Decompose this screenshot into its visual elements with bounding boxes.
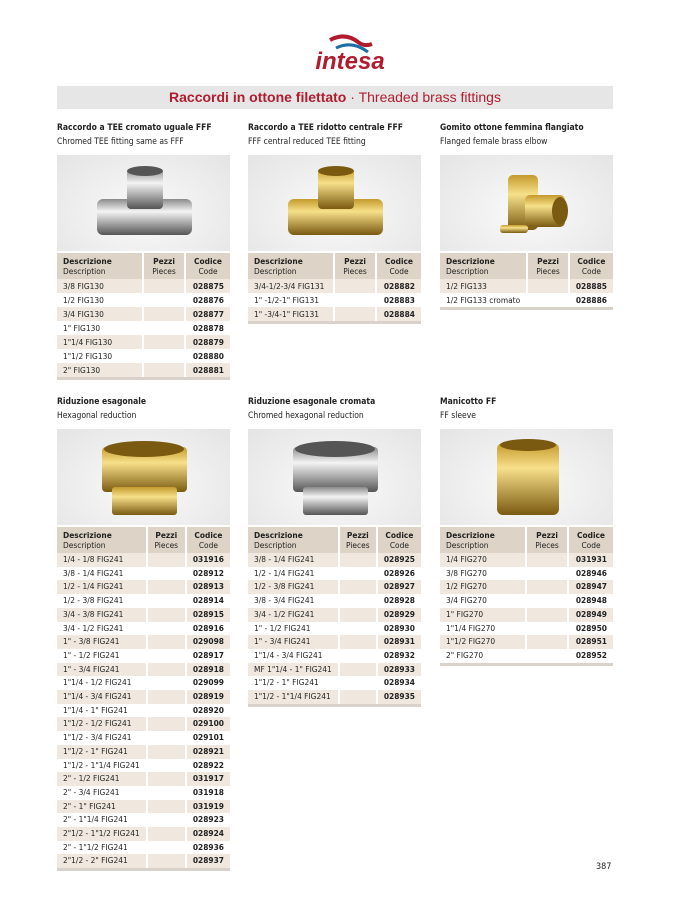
- row-description: 1/2 FIG133: [440, 279, 527, 293]
- table-row: [57, 663, 230, 677]
- row-description: 1/4 - 1/8 FIG241: [57, 553, 147, 567]
- row-code: 028934: [383, 677, 415, 688]
- table-row: [248, 293, 421, 307]
- row-description: 2" - 1"1/4 FIG241: [57, 813, 147, 827]
- row-code: 029099: [192, 677, 224, 688]
- row-description: 3/8 - 1/4 FIG241: [248, 553, 339, 567]
- product-section: [248, 396, 421, 707]
- row-description: 3/4 - 1/2 FIG241: [57, 622, 147, 636]
- row-code: 028923: [192, 814, 224, 825]
- table-row: [57, 594, 230, 608]
- row-pieces: [147, 690, 186, 704]
- row-code: 028880: [192, 351, 224, 361]
- row-pieces: [143, 363, 185, 379]
- header-description: Descrizione Description: [248, 253, 334, 279]
- row-description: 2" FIG130: [57, 363, 143, 379]
- row-pieces: [334, 279, 376, 293]
- header-pieces: Pezzi Pieces: [147, 527, 186, 553]
- table-row: [57, 841, 230, 855]
- row-description: 1"1/4 - 1/2 FIG241: [57, 676, 147, 690]
- row-pieces: [339, 663, 377, 677]
- product-image: [248, 155, 421, 251]
- row-code: 028949: [568, 608, 613, 622]
- row-description: 1" FIG270: [440, 608, 526, 622]
- table-row: [248, 307, 421, 323]
- row-pieces: [339, 567, 377, 581]
- row-code: 028877: [185, 307, 230, 321]
- product-title-it: Riduzione esagonale cromata: [248, 397, 376, 407]
- row-code: 031916: [186, 553, 230, 567]
- row-code: 028876: [192, 295, 224, 305]
- row-description: 2" - 1"1/2 FIG241: [57, 841, 147, 855]
- header-code: Codice Code: [377, 527, 421, 553]
- row-pieces: [334, 307, 376, 323]
- table-row: [57, 717, 230, 731]
- table-header: [248, 253, 421, 279]
- table-header: [248, 527, 421, 553]
- row-description: 1"1/2 - 1"1/4 FIG241: [248, 690, 339, 705]
- row-pieces: [147, 594, 186, 608]
- row-description: 3/4 - 3/8 FIG241: [57, 608, 147, 622]
- product-image: [440, 429, 613, 525]
- header-pieces: Pezzi Pieces: [339, 527, 377, 553]
- row-pieces: [147, 731, 186, 745]
- product-section: [57, 122, 230, 380]
- row-pieces: [147, 622, 186, 636]
- row-pieces: [339, 622, 377, 636]
- table-row: [57, 731, 230, 745]
- row-description: 2"1/2 - 2" FIG241: [57, 854, 147, 869]
- table-row: [440, 580, 613, 594]
- header-description: Descrizione Description: [57, 527, 147, 553]
- logo-text: intesa: [315, 48, 385, 75]
- row-pieces: [526, 635, 568, 649]
- brass-hex-fitting-image: [57, 429, 230, 525]
- table-header: [440, 253, 613, 279]
- row-pieces: [147, 649, 186, 663]
- row-code: 028916: [192, 622, 224, 633]
- table-row: [440, 279, 613, 293]
- table-row: [248, 608, 421, 622]
- table-row: [57, 608, 230, 622]
- table-row: [248, 580, 421, 594]
- table-row: [440, 622, 613, 636]
- row-pieces: [147, 663, 186, 677]
- row-code: 028951: [568, 635, 613, 649]
- row-code: 028952: [575, 649, 607, 660]
- row-code: 031919: [186, 800, 230, 814]
- row-description: 1" - 1/2 FIG241: [57, 649, 147, 663]
- row-code: 028884: [376, 307, 421, 323]
- row-pieces: [527, 293, 569, 309]
- product-image: [57, 429, 230, 525]
- table-header: [57, 527, 230, 553]
- row-code: 029100: [186, 717, 230, 731]
- row-description: 3/8 FIG130: [57, 279, 143, 293]
- row-pieces: [147, 759, 186, 773]
- row-description: 3/4 - 1/2 FIG241: [248, 608, 339, 622]
- table-row: [57, 622, 230, 636]
- row-code: 028913: [186, 580, 230, 594]
- row-description: 1"1/4 FIG270: [440, 622, 526, 636]
- row-pieces: [334, 293, 376, 307]
- row-pieces: [147, 786, 186, 800]
- chrome-tee-fitting-image: [57, 155, 230, 251]
- product-table: [248, 527, 421, 707]
- row-pieces: [526, 594, 568, 608]
- row-pieces: [147, 580, 186, 594]
- row-code: 028922: [192, 759, 224, 770]
- row-code: 028878: [192, 323, 224, 333]
- table-row: [57, 649, 230, 663]
- table-row: [248, 594, 421, 608]
- row-pieces: [147, 827, 186, 841]
- header-pieces: Pezzi Pieces: [334, 253, 376, 279]
- product-table: [248, 253, 421, 324]
- row-description: 1"1/4 - 3/4 FIG241: [248, 649, 339, 663]
- row-code: 028926: [383, 567, 415, 578]
- banner-separator: ·: [346, 89, 359, 105]
- table-row: [57, 772, 230, 786]
- row-code: 028875: [185, 279, 230, 293]
- row-code: 028933: [377, 663, 421, 677]
- row-pieces: [143, 307, 185, 321]
- product-section: [440, 396, 613, 666]
- row-code: 028912: [192, 567, 224, 578]
- product-title-en: Flanged female brass elbow: [440, 137, 548, 147]
- table-row: [57, 786, 230, 800]
- row-pieces: [147, 800, 186, 814]
- row-description: 1/2 - 1/4 FIG241: [57, 580, 147, 594]
- row-code: 028885: [569, 279, 613, 293]
- row-description: 1"1/2 - 1/2 FIG241: [57, 717, 147, 731]
- row-pieces: [147, 772, 186, 786]
- row-description: 1"1/4 - 1" FIG241: [57, 704, 147, 718]
- product-title-en: Hexagonal reduction: [57, 411, 137, 421]
- header-description: Descrizione Description: [248, 527, 339, 553]
- product-title-it: Gomito ottone femmina flangiato: [440, 123, 584, 133]
- table-row: [57, 759, 230, 773]
- table-row: [248, 553, 421, 567]
- row-code: 028914: [192, 595, 224, 606]
- row-code: 028931: [377, 635, 421, 649]
- row-pieces: [143, 349, 185, 363]
- row-pieces: [527, 279, 569, 293]
- product-title-en: FFF central reduced TEE fitting: [248, 137, 366, 147]
- row-description: 1/2 FIG130: [57, 293, 143, 307]
- table-row: [440, 553, 613, 567]
- row-description: 3/4 FIG130: [57, 307, 143, 321]
- header-pieces: Pezzi Pieces: [143, 253, 185, 279]
- table-row: [57, 279, 230, 293]
- row-description: 1" - 3/4 FIG241: [248, 635, 339, 649]
- table-row: [248, 567, 421, 581]
- row-pieces: [339, 553, 377, 567]
- brass-tee-fitting-image: [248, 155, 421, 251]
- table-row: [440, 608, 613, 622]
- header-description: Descrizione Description: [57, 253, 143, 279]
- banner-title-en: Threaded brass fittings: [358, 89, 501, 105]
- product-section: [57, 396, 230, 871]
- row-description: 3/8 - 3/4 FIG241: [248, 594, 339, 608]
- product-title-en: FF sleeve: [440, 411, 476, 421]
- header-description: Descrizione Description: [440, 527, 526, 553]
- table-row: [57, 813, 230, 827]
- row-code: 028917: [192, 649, 224, 660]
- row-code: 028881: [185, 363, 230, 379]
- product-title-it: Manicotto FF: [440, 397, 497, 407]
- product-table: [440, 253, 613, 310]
- row-pieces: [147, 813, 186, 827]
- table-row: [57, 307, 230, 321]
- table-row: [57, 854, 230, 869]
- row-pieces: [143, 279, 185, 293]
- row-description: 1"1/2 FIG270: [440, 635, 526, 649]
- row-pieces: [339, 635, 377, 649]
- page-number: 387: [596, 862, 612, 872]
- row-code: 028932: [383, 649, 415, 660]
- row-description: 1" -1/2-1" FIG131: [248, 293, 334, 307]
- table-row: [248, 622, 421, 636]
- product-title-it: Raccordo a TEE ridotto centrale FFF: [248, 123, 403, 133]
- table-row: [57, 335, 230, 349]
- chrome-hex-fitting-image: [248, 429, 421, 525]
- row-code: 028929: [377, 608, 421, 622]
- row-description: 1" FIG130: [57, 321, 143, 335]
- table-row: [57, 580, 230, 594]
- row-code: 028936: [192, 841, 224, 852]
- row-pieces: [147, 567, 186, 581]
- row-pieces: [526, 622, 568, 636]
- row-code: 028879: [185, 335, 230, 349]
- row-description: 1"1/2 - 1"1/4 FIG241: [57, 759, 147, 773]
- table-row: [440, 293, 613, 309]
- row-pieces: [147, 676, 186, 690]
- product-title-en: Chromed hexagonal reduction: [248, 411, 364, 421]
- product-image: [57, 155, 230, 251]
- table-header: [57, 253, 230, 279]
- table-row: [57, 349, 230, 363]
- row-description: 3/4 FIG270: [440, 594, 526, 608]
- row-code: 031931: [568, 553, 613, 567]
- table-row: [57, 827, 230, 841]
- table-row: [248, 279, 421, 293]
- product-title-en: Chromed TEE fitting same as FFF: [57, 137, 184, 147]
- row-code: 028883: [383, 295, 415, 305]
- row-code: 029101: [192, 732, 224, 743]
- product-table: [440, 527, 613, 666]
- row-code: 028950: [575, 622, 607, 633]
- row-pieces: [147, 841, 186, 855]
- row-pieces: [526, 608, 568, 622]
- row-pieces: [339, 690, 377, 705]
- header-pieces: Pezzi Pieces: [526, 527, 568, 553]
- row-pieces: [147, 717, 186, 731]
- row-description: 1"1/2 - 3/4 FIG241: [57, 731, 147, 745]
- header-code: Codice Code: [569, 253, 613, 279]
- table-row: [440, 567, 613, 581]
- row-code: 028947: [568, 580, 613, 594]
- row-description: 1"1/2 FIG130: [57, 349, 143, 363]
- row-pieces: [339, 594, 377, 608]
- table-row: [57, 321, 230, 335]
- row-code: 028927: [377, 580, 421, 594]
- row-pieces: [339, 676, 377, 690]
- row-description: 1/2 FIG133 cromato: [440, 293, 527, 309]
- table-row: [57, 745, 230, 759]
- table-row: [248, 649, 421, 663]
- intesa-logo: [300, 30, 400, 80]
- table-row: [57, 553, 230, 567]
- row-pieces: [143, 293, 185, 307]
- table-row: [440, 594, 613, 608]
- table-row: [57, 363, 230, 379]
- row-code: 028928: [383, 595, 415, 606]
- row-description: 2" FIG270: [440, 649, 526, 664]
- table-row: [57, 676, 230, 690]
- row-description: 3/4-1/2-3/4 FIG131: [248, 279, 334, 293]
- row-description: 1/2 - 3/8 FIG241: [57, 594, 147, 608]
- table-row: [440, 649, 613, 664]
- table-row: [57, 690, 230, 704]
- banner-title-it: Raccordi in ottone filettato: [169, 89, 347, 105]
- row-description: 1" - 3/4 FIG241: [57, 663, 147, 677]
- table-row: [57, 704, 230, 718]
- section-banner: [57, 86, 613, 109]
- row-code: 031917: [186, 772, 230, 786]
- row-code: 028919: [186, 690, 230, 704]
- row-code: 028948: [575, 595, 607, 606]
- row-description: 1" - 1/2 FIG241: [248, 622, 339, 636]
- product-image: [248, 429, 421, 525]
- row-code: 028918: [186, 663, 230, 677]
- product-title-it: Riduzione esagonale: [57, 397, 147, 407]
- product-section: [248, 122, 421, 324]
- row-pieces: [143, 335, 185, 349]
- row-code: 028915: [186, 608, 230, 622]
- row-code: 028921: [186, 745, 230, 759]
- row-description: 1/2 FIG270: [440, 580, 526, 594]
- row-code: 028946: [575, 567, 607, 578]
- table-row: [57, 567, 230, 581]
- row-description: 2" - 1" FIG241: [57, 800, 147, 814]
- product-section: [440, 122, 613, 310]
- header-description: Descrizione Description: [440, 253, 527, 279]
- product-table: [57, 253, 230, 380]
- row-description: 1/2 - 3/8 FIG241: [248, 580, 339, 594]
- table-row: [57, 635, 230, 649]
- header-pieces: Pezzi Pieces: [527, 253, 569, 279]
- product-table: [57, 527, 230, 871]
- table-row: [248, 690, 421, 705]
- row-code: 028925: [377, 553, 421, 567]
- row-pieces: [526, 553, 568, 567]
- product-image: [440, 155, 613, 251]
- row-description: 1"1/2 - 1" FIG241: [248, 676, 339, 690]
- brass-sleeve-fitting-image: [440, 429, 613, 525]
- row-code: 029098: [186, 635, 230, 649]
- table-row: [57, 800, 230, 814]
- row-description: 1" -3/4-1" FIG131: [248, 307, 334, 323]
- row-pieces: [339, 580, 377, 594]
- row-pieces: [147, 553, 186, 567]
- product-title-it: Raccordo a TEE cromato uguale FFF: [57, 123, 212, 133]
- row-code: 028924: [186, 827, 230, 841]
- row-description: 1/4 FIG270: [440, 553, 526, 567]
- row-description: 1"1/2 - 1" FIG241: [57, 745, 147, 759]
- row-code: 028920: [192, 704, 224, 715]
- table-row: [248, 663, 421, 677]
- table-row: [248, 676, 421, 690]
- row-pieces: [526, 567, 568, 581]
- brass-elbow-fitting-image: [440, 155, 613, 251]
- table-row: [248, 635, 421, 649]
- row-pieces: [147, 608, 186, 622]
- row-pieces: [147, 635, 186, 649]
- row-code: 028886: [575, 295, 607, 305]
- row-description: 1"1/4 FIG130: [57, 335, 143, 349]
- row-pieces: [339, 649, 377, 663]
- row-description: 1"1/4 - 3/4 FIG241: [57, 690, 147, 704]
- header-code: Codice Code: [376, 253, 421, 279]
- row-pieces: [147, 704, 186, 718]
- header-code: Codice Code: [185, 253, 230, 279]
- row-description: 2"1/2 - 1"1/2 FIG241: [57, 827, 147, 841]
- row-pieces: [526, 649, 568, 664]
- row-code: 028937: [186, 854, 230, 869]
- row-pieces: [143, 321, 185, 335]
- header-code: Codice Code: [568, 527, 613, 553]
- row-pieces: [147, 745, 186, 759]
- row-description: MF 1"1/4 - 1" FIG241: [248, 663, 339, 677]
- row-pieces: [339, 608, 377, 622]
- row-description: 3/8 FIG270: [440, 567, 526, 581]
- row-description: 1/2 - 1/4 FIG241: [248, 567, 339, 581]
- table-row: [440, 635, 613, 649]
- row-description: 1" - 3/8 FIG241: [57, 635, 147, 649]
- row-description: 2" - 1/2 FIG241: [57, 772, 147, 786]
- row-code: 028935: [377, 690, 421, 705]
- row-pieces: [147, 854, 186, 869]
- header-code: Codice Code: [186, 527, 230, 553]
- row-description: 2" - 3/4 FIG241: [57, 786, 147, 800]
- row-code: 028930: [383, 622, 415, 633]
- row-description: 3/8 - 1/4 FIG241: [57, 567, 147, 581]
- table-row: [57, 293, 230, 307]
- row-code: 028882: [376, 279, 421, 293]
- table-header: [440, 527, 613, 553]
- row-code: 031918: [192, 786, 224, 797]
- row-pieces: [526, 580, 568, 594]
